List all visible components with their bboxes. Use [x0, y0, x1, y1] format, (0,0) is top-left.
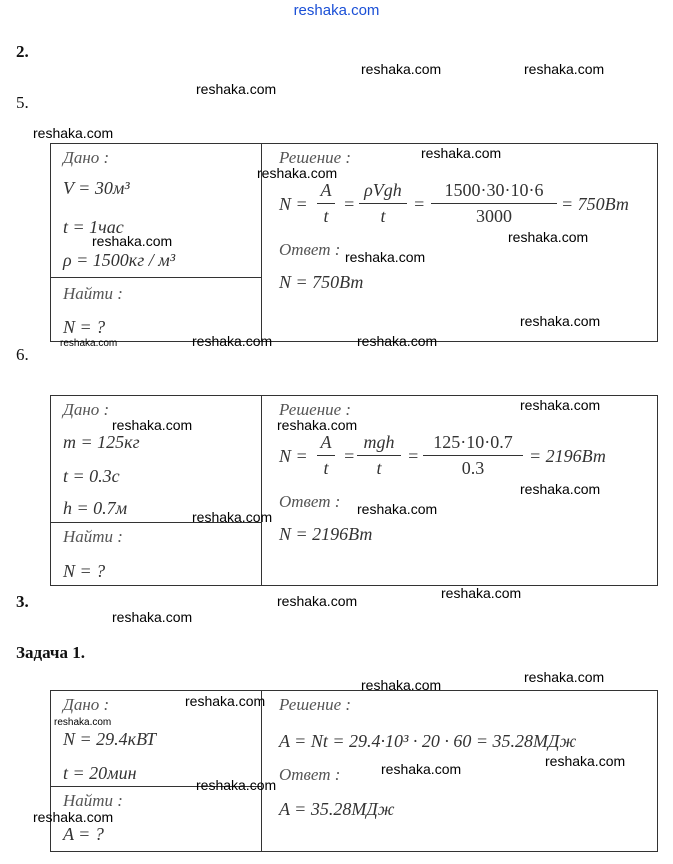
formula-prefix: N =	[279, 194, 308, 214]
watermark: reshaka.com	[357, 501, 438, 517]
formula-fraction	[317, 432, 335, 479]
watermark: reshaka.com	[361, 677, 442, 693]
given-value: h = 0.7м	[63, 498, 128, 518]
watermark: reshaka.com	[192, 509, 273, 525]
given-label: Дано :	[63, 695, 110, 714]
section-number-2: 2.	[16, 42, 29, 61]
watermark: reshaka.com	[345, 249, 426, 265]
watermark: reshaka.com	[524, 669, 605, 685]
watermark: reshaka.com	[520, 397, 601, 413]
problem1-table	[50, 690, 658, 852]
fraction-numerator: ρVgh	[364, 180, 402, 200]
watermark: reshaka.com	[185, 693, 266, 709]
watermark: reshaka.com	[520, 313, 601, 329]
fraction-denominator: t	[380, 206, 386, 226]
watermark: reshaka.com	[381, 761, 462, 777]
watermark: reshaka.com	[441, 585, 522, 601]
given-value: t = 20мин	[63, 763, 137, 783]
equals-sign: =	[343, 194, 356, 214]
fraction-denominator: 3000	[476, 206, 512, 226]
watermark: reshaka.com	[361, 61, 442, 77]
fraction-bar	[317, 455, 335, 456]
watermark: reshaka.com	[508, 229, 589, 245]
fraction-bar	[431, 203, 557, 204]
site-header[interactable]: reshaka.com	[293, 2, 380, 19]
formula-result: = 2196Вт	[529, 446, 606, 466]
find-label: Найти :	[63, 527, 123, 546]
watermark: reshaka.com	[192, 333, 273, 349]
fraction-denominator: t	[323, 458, 329, 478]
answer-label: Ответ :	[279, 492, 341, 511]
formula-fraction	[359, 180, 407, 227]
equals-sign: =	[413, 194, 426, 214]
fraction-bar	[317, 203, 335, 204]
solution-label: Решение :	[279, 148, 352, 167]
watermark: reshaka.com	[112, 417, 193, 433]
fraction-numerator: A	[320, 432, 332, 452]
formula-fraction	[423, 432, 523, 479]
equals-sign: =	[407, 446, 420, 466]
given-value: m = 125кг	[63, 432, 140, 452]
fraction-numerator: 125·10·0.7	[433, 432, 513, 452]
given-label: Дано :	[63, 148, 110, 167]
watermark: reshaka.com	[33, 125, 114, 141]
watermark: reshaka.com	[54, 717, 112, 728]
answer-label: Ответ :	[279, 240, 341, 259]
given-value: t = 1час	[63, 217, 124, 237]
watermark: reshaka.com	[196, 81, 277, 97]
given-label: Дано :	[63, 400, 110, 419]
watermark: reshaka.com	[33, 809, 114, 825]
find-label: Найти :	[63, 791, 123, 810]
equals-sign: =	[343, 446, 356, 466]
watermark: reshaka.com	[520, 481, 601, 497]
watermark: reshaka.com	[60, 338, 118, 349]
formula-prefix: N =	[279, 446, 308, 466]
section-number-6: 6.	[16, 345, 29, 364]
fraction-numerator: mgh	[363, 432, 395, 452]
find-value: A = ?	[63, 824, 104, 844]
fraction-bar	[423, 455, 523, 456]
table-divider	[261, 396, 262, 585]
answer-label: Ответ :	[279, 765, 341, 784]
fraction-bar	[359, 203, 407, 204]
section-number-3: 3.	[16, 592, 29, 611]
solution-label: Решение :	[279, 400, 352, 419]
section-number-5: 5.	[16, 93, 29, 112]
watermark: reshaka.com	[357, 333, 438, 349]
given-value: N = 29.4кВТ	[63, 729, 157, 749]
answer-value: N = 2196Вт	[279, 524, 373, 544]
table-divider	[51, 277, 261, 278]
watermark: reshaka.com	[545, 753, 626, 769]
given-value: V = 30м³	[63, 178, 130, 198]
fraction-denominator: t	[323, 206, 329, 226]
watermark: reshaka.com	[92, 233, 173, 249]
given-value: t = 0.3с	[63, 466, 120, 486]
find-value: N = ?	[63, 561, 106, 581]
watermark: reshaka.com	[196, 777, 277, 793]
fraction-bar	[357, 455, 401, 456]
given-value: ρ = 1500кг / м³	[63, 250, 176, 270]
find-label: Найти :	[63, 284, 123, 303]
watermark: reshaka.com	[277, 417, 358, 433]
find-value: N = ?	[63, 317, 106, 337]
answer-value: N = 750Вт	[279, 272, 364, 292]
solution-label: Решение :	[279, 695, 352, 714]
watermark: reshaka.com	[524, 61, 605, 77]
watermark: reshaka.com	[112, 609, 193, 625]
formula: A = Nt = 29.4·10³ · 20 · 60 = 35.28МДж	[279, 731, 577, 751]
watermark: reshaka.com	[257, 165, 338, 181]
fraction-denominator: t	[376, 458, 382, 478]
watermark: reshaka.com	[421, 145, 502, 161]
fraction-denominator: 0.3	[461, 458, 485, 478]
watermark: reshaka.com	[277, 593, 358, 609]
formula-fraction	[357, 432, 401, 479]
fraction-numerator: 1500·30·10·6	[444, 180, 544, 200]
formula-fraction	[431, 180, 557, 227]
zadacha-title: Задача 1.	[16, 643, 85, 662]
fraction-numerator: A	[320, 180, 332, 200]
table-divider	[261, 691, 262, 851]
formula-result: = 750Вт	[561, 194, 629, 214]
answer-value: A = 35.28МДж	[279, 799, 395, 819]
formula-fraction	[317, 180, 335, 227]
